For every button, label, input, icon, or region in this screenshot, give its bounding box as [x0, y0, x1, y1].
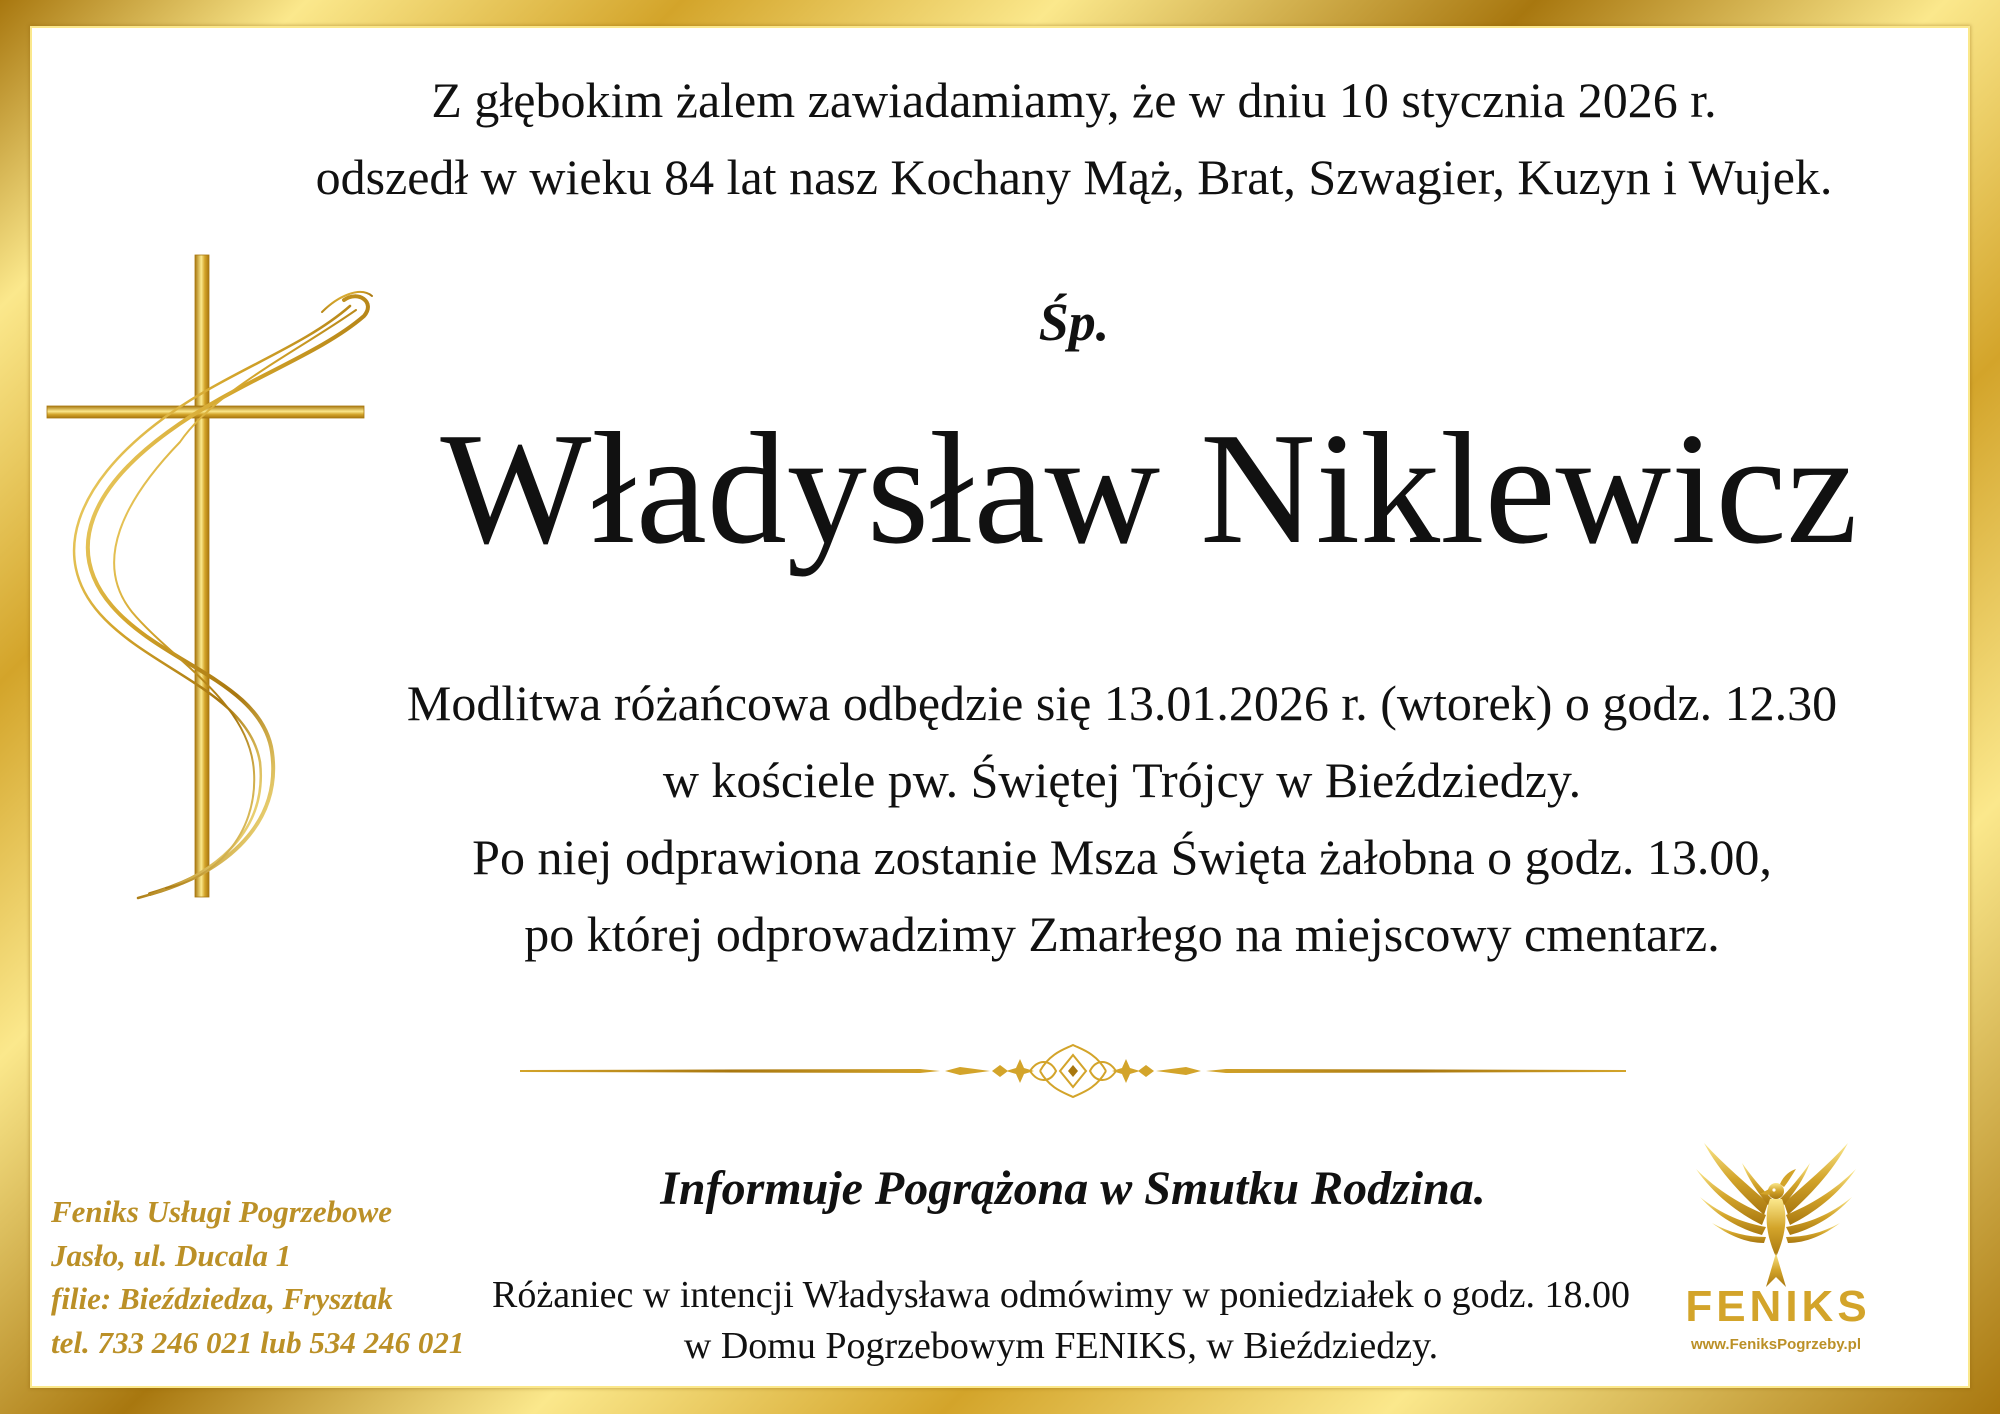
ceremony-line: w kościele pw. Świętej Trójcy w Bieździedzy.: [662, 752, 1582, 808]
phoenix-eye: [1772, 1188, 1775, 1191]
family-signature: Informuje Pogrążona w Smutku Rodzina.: [660, 1162, 1486, 1215]
phoenix-head: [1768, 1183, 1784, 1199]
funeral-home-phone: tel. 733 246 021 lub 534 246 021: [51, 1324, 465, 1360]
divider-ornament-left: [945, 1059, 1034, 1083]
name-prefix: Śp.: [1038, 292, 1110, 352]
rosary-line: w Domu Pogrzebowym FENIKS, w Bieździedzy.: [683, 1325, 1439, 1367]
divider-line-right: [1206, 1069, 1626, 1073]
website-url: www.FeniksPogrzeby.pl: [1690, 1336, 1862, 1353]
intro-line: odszedł w wieku 84 lat nasz Kochany Mąż, Brat, Szwagier, Kuzyn i Wujek.: [315, 149, 1833, 205]
rosary-info: [411, 1270, 1711, 1372]
funeral-home-branches: filie: Bieździedza, Frysztak: [51, 1281, 393, 1316]
logo-wordmark: FENIKS: [1685, 1282, 1871, 1331]
ceremony-line: Po niej odprawiona zostanie Msza Święta żałobna o godz. 13.00,: [472, 829, 1772, 885]
ceremony-details: [322, 665, 1922, 973]
ceremony-line: Modlitwa różańcowa odbędzie się 13.01.2026 r. (wtorek) o godz. 12.30: [406, 675, 1838, 731]
cross-vertical-bar: [195, 255, 209, 897]
ribbon-strand-inner: [114, 310, 356, 888]
ornament-divider-icon: [520, 1041, 1626, 1101]
rosary-line: Różaniec w intencji Władysława odmówimy w poniedziałek o godz. 18.00: [492, 1274, 1630, 1316]
ribbon-strand-outer: [74, 306, 350, 898]
phoenix-right-wing: [1780, 1143, 1856, 1243]
deceased-name: Władysław Niklewicz: [440, 399, 1858, 577]
phoenix-left-wing: [1696, 1143, 1772, 1243]
phoenix-icon: [1690, 1139, 1862, 1289]
funeral-home-address: Jasło, ul. Ducala 1: [51, 1237, 292, 1273]
intro-text: [224, 62, 1924, 216]
intro-line: Z głębokim żalem zawiadamiamy, że w dniu 10 stycznia 2026 r.: [431, 72, 1717, 128]
divider-center-gem: [1068, 1065, 1078, 1077]
funeral-home-name: Feniks Usługi Pogrzebowe: [51, 1194, 393, 1229]
funeral-home-info: [51, 1190, 481, 1364]
phoenix-body: [1767, 1199, 1786, 1257]
divider-line-left: [520, 1069, 940, 1073]
ceremony-line: po której odprowadzimy Zmarłego na miejscowy cmentarz.: [524, 906, 1720, 962]
divider-ornament-right: [1112, 1059, 1201, 1083]
